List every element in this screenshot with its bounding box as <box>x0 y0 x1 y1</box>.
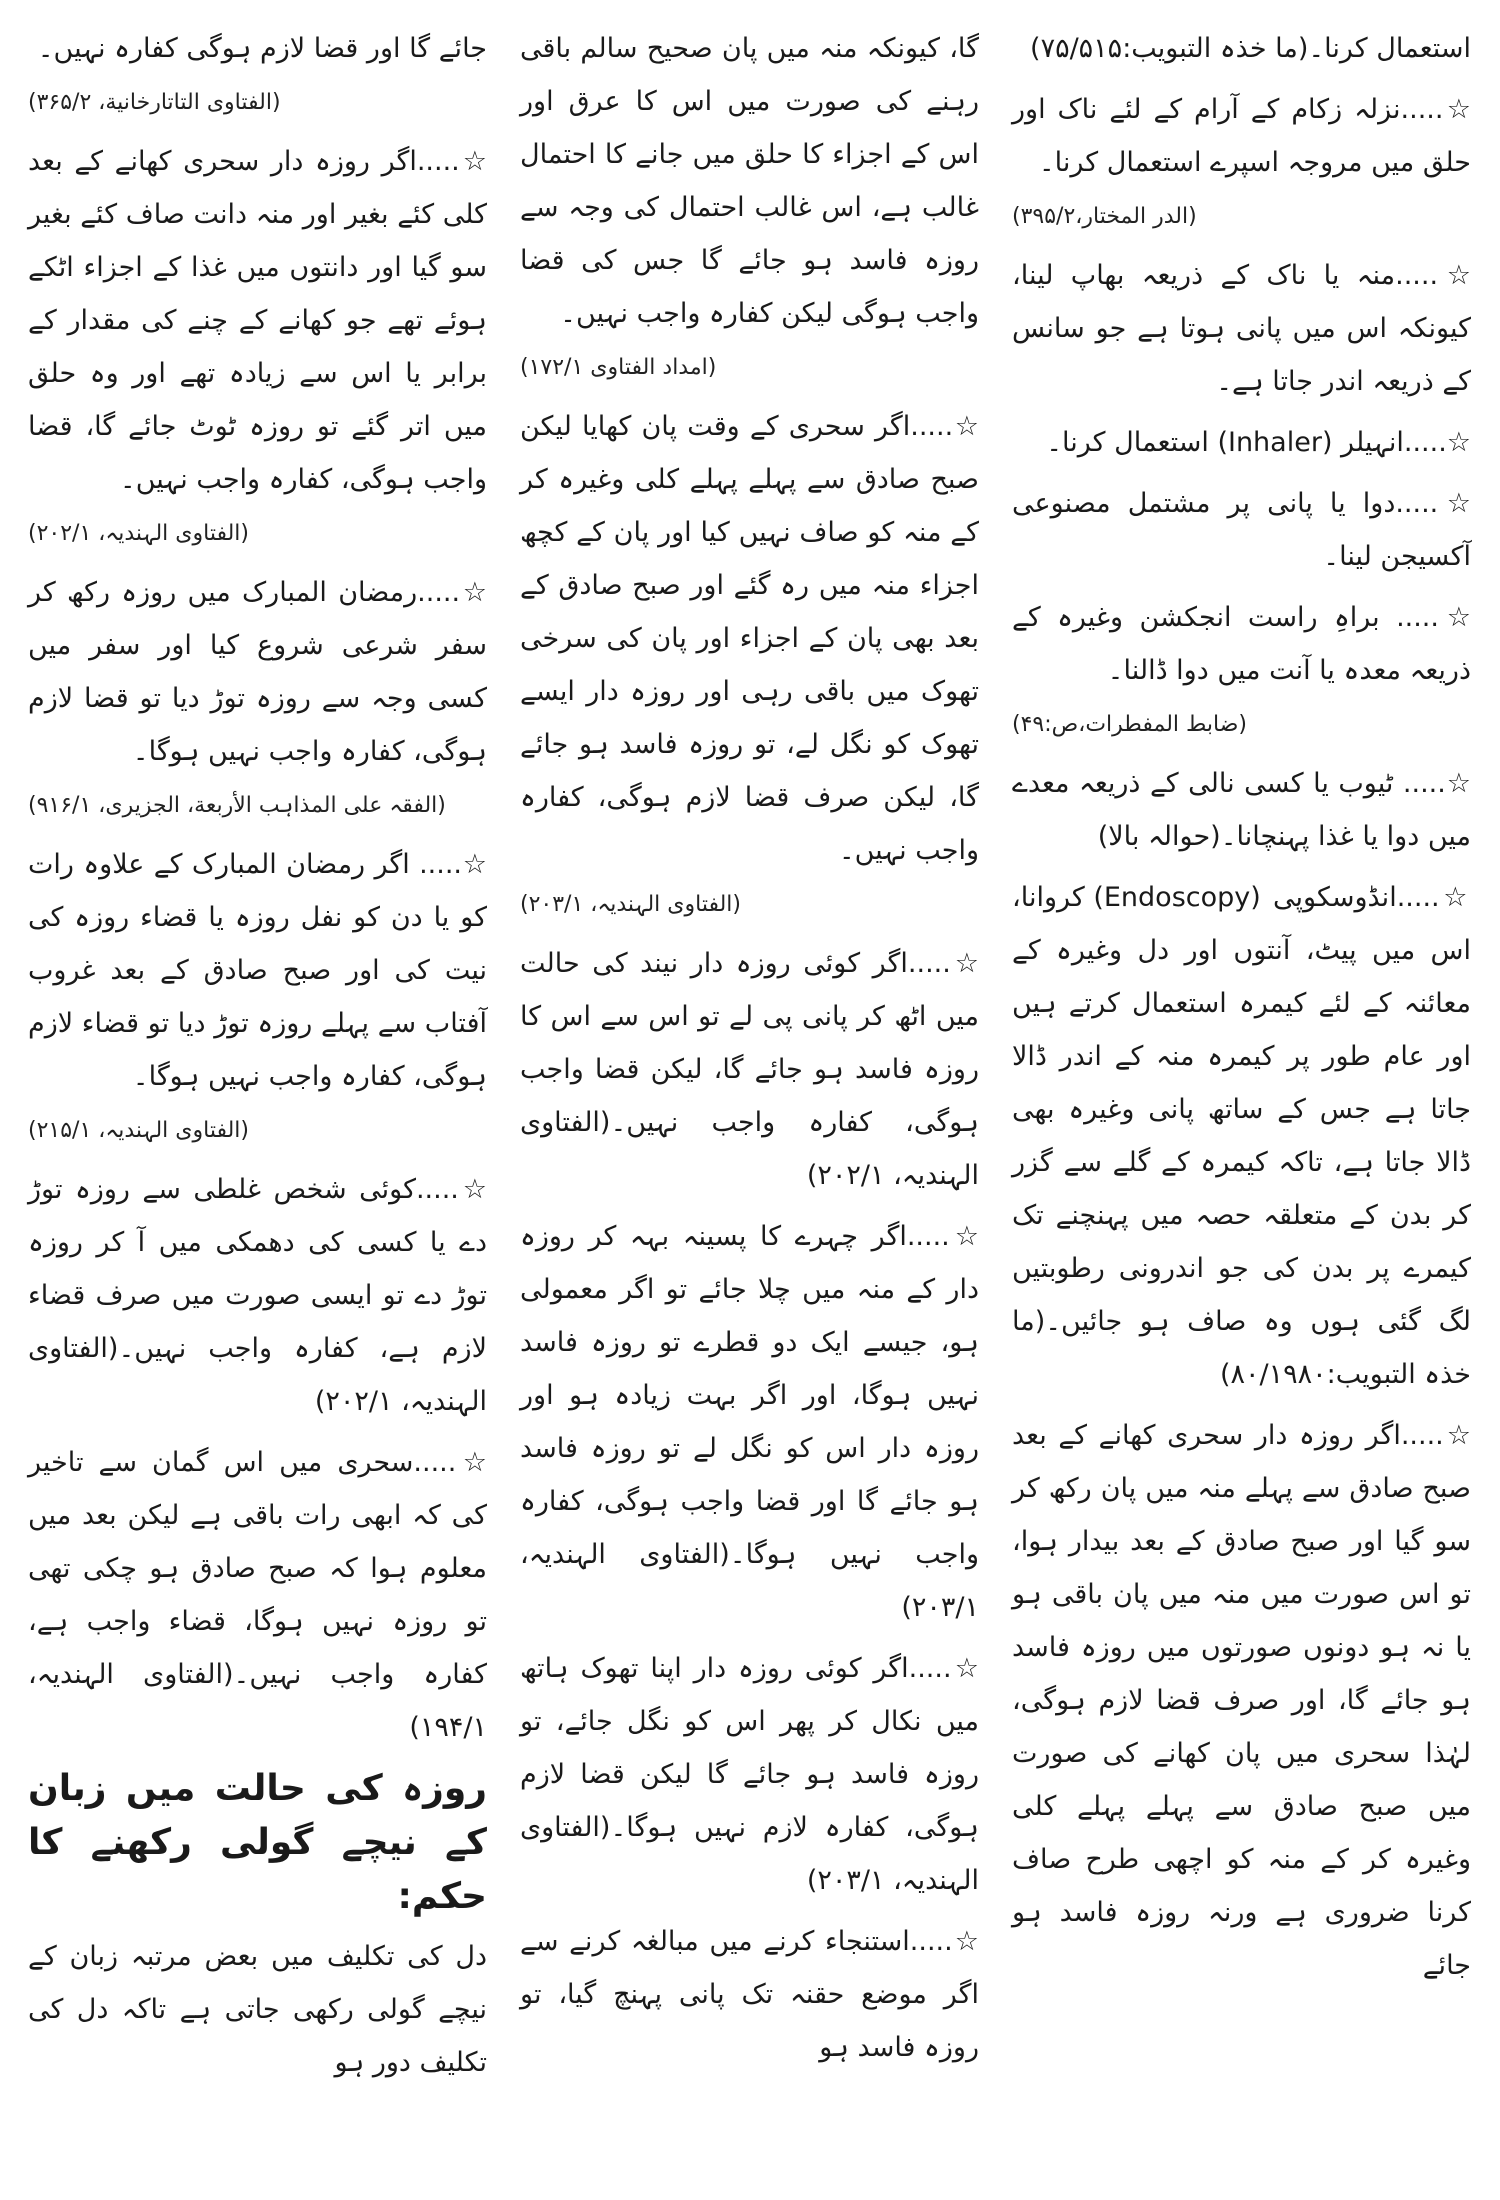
paragraph: ☆.....انڈوسکوپی (Endoscopy) کروانا، اس میں پیٹ، آنتوں اور دل وغیرہ کے معائنہ کے لئے کیمرہ استعمال کرتے ہیں اور عام طور پر کیمرہ منہ کے اندر ڈالا جاتا ہے جس کے ساتھ پانی وغیرہ بھی ڈالا جاتا ہے، تاکہ کیمرہ کے گلے سے گزر کر بدن کے متعلقہ حصہ میں پہنچنے تک کیمرے پر بدن کی جو اندرونی رطوبتیں لگ گئی ہوں وہ صاف ہو جائیں۔(ما خذہ التبویب:۸۰/۱۹۸۰) <box>1012 882 1471 1390</box>
paragraph: ☆.....اگر چہرے کا پسینہ بہہ کر روزہ دار کے منہ میں چلا جائے تو اگر معمولی ہو، جیسے ایک دو قطرے تو روزہ فاسد نہیں ہوگا، اور اگر بہت زیادہ ہو اور روزہ دار اس کو نگل لے تو روزہ فاسد ہو جائے گا اور قضا واجب ہوگی، کفارہ واجب نہیں ہوگا۔(الفتاوی الہندیہ، ۲۰۳/۱) <box>520 1221 979 1623</box>
paragraph: ☆.....رمضان المبارک میں روزہ رکھ کر سفر شرعی شروع کیا اور سفر میں کسی وجہ سے روزہ توڑ دیا تو قضا لازم ہوگی، کفارہ واجب نہیں ہوگا۔ <box>28 577 487 767</box>
column-middle <box>514 22 985 2182</box>
column-right <box>1006 22 1477 2182</box>
citation: (الفتاوی الہندیہ، ۲۰۳/۱) <box>520 892 741 917</box>
citation: (ضابط المفطرات،ص:۴۹) <box>1012 712 1247 737</box>
citation: (الدر المختار،۳۹۵/۲) <box>1012 204 1197 229</box>
paragraph: ☆.....اگر کوئی روزہ دار نیند کی حالت میں اٹھ کر پانی پی لے تو اس سے اس کا روزہ فاسد ہو جائے گا، لیکن قضا واجب ہوگی، کفارہ واجب نہیں۔(الفتاوی الہندیہ، ۲۰۲/۱) <box>520 948 979 1191</box>
citation: (الفتاوی الہندیہ، ۲۱۵/۱) <box>28 1118 249 1143</box>
paragraph: ☆.....نزلہ زکام کے آرام کے لئے ناک اور حلق میں مروجہ اسپرے استعمال کرنا۔ <box>1012 94 1471 178</box>
paragraph: ☆.....اگر روزہ دار سحری کھانے کے بعد صبح صادق سے پہلے منہ میں پان رکھ کر سو گیا اور صبح صادق کے بعد بیدار ہوا، تو اس صورت میں منہ میں پان باقی ہو یا نہ ہو دونوں صورتوں میں روزہ فاسد ہو جائے گا، اور صرف قضا لازم ہوگی، لہٰذا سحری میں پان کھانے کی صورت میں صبح صادق سے پہلے پہلے کلی وغیرہ کر کے منہ کو اچھی طرح صاف کرنا ضروری ہے ورنہ روزہ فاسد ہو جائے <box>1012 1420 1471 1981</box>
paragraph: ☆.....کوئی شخص غلطی سے روزہ توڑ دے یا کسی کی دھمکی میں آ کر روزہ توڑ دے تو ایسی صورت میں صرف قضاء لازم ہے، کفارہ واجب نہیں۔(الفتاوی الہندیہ، ۲۰۲/۱) <box>28 1174 487 1417</box>
paragraph: گا، کیونکہ منہ میں پان صحیح سالم باقی رہنے کی صورت میں اس کا عرق اور اس کے اجزاء کا حلق میں جانے کا احتمال غالب ہے، اس غالب احتمال کی وجہ سے روزہ فاسد ہو جائے گا جس کی قضا واجب ہوگی لیکن کفارہ واجب نہیں۔ <box>520 33 979 329</box>
paragraph: استعمال کرنا۔(ما خذہ التبویب:۷۵/۵۱۵) <box>1030 33 1471 64</box>
paragraph: ☆.....سحری میں اس گمان سے تاخیر کی کہ ابھی رات باقی ہے لیکن بعد میں معلوم ہوا کہ صبح صادق ہو چکی تھی تو روزہ نہیں ہوگا، قضاء واجب ہے، کفارہ واجب نہیں۔(الفتاوی الہندیہ، ۱۹۴/۱) <box>28 1447 487 1743</box>
column-left <box>22 22 493 2182</box>
paragraph: ☆..... اگر رمضان المبارک کے علاوہ رات کو یا دن کو نفل روزہ یا قضاء روزہ کی نیت کی اور صبح صادق کے بعد غروب آفتاب سے پہلے روزہ توڑ دیا تو قضاء لازم ہوگی، کفارہ واجب نہیں ہوگا۔ <box>28 849 487 1092</box>
paragraph: ☆.....اگر روزہ دار سحری کھانے کے بعد کلی کئے بغیر اور منہ دانت صاف کئے بغیر سو گیا اور دانتوں میں غذا کے اجزاء اٹکے ہوئے تھے جو کھانے کے چنے کی مقدار کے برابر یا اس سے زیادہ تھے اور وہ حلق میں اتر گئے تو روزہ ٹوٹ جائے گا، قضا واجب ہوگی، کفارہ واجب نہیں۔ <box>28 146 487 495</box>
citation: (الفتاوی الہندیہ، ۲۰۲/۱) <box>28 521 249 546</box>
section-heading: روزہ کی حالت میں زبان کے نیچے گولی رکھنے کا حکم: <box>28 1768 487 1917</box>
paragraph: دل کی تکلیف میں بعض مرتبہ زبان کے نیچے گولی رکھی جاتی ہے تاکہ دل کی تکلیف دور ہو <box>28 1941 487 2078</box>
page <box>22 22 1478 2182</box>
citation: (الفقہ علی المذاہب الأربعة، الجزیری، ۹۱۶/۱) <box>28 793 446 818</box>
paragraph: ☆..... ٹیوب یا کسی نالی کے ذریعہ معدے میں دوا یا غذا پہنچانا۔(حوالہ بالا) <box>1012 768 1471 852</box>
citation: (الفتاوی التاتارخانیة، ۳۶۵/۲) <box>28 90 281 115</box>
paragraph: جائے گا اور قضا لازم ہوگی کفارہ نہیں۔ <box>37 33 487 64</box>
paragraph: ☆.....منہ یا ناک کے ذریعہ بھاپ لینا، کیونکہ اس میں پانی ہوتا ہے جو سانس کے ذریعہ اندر جاتا ہے۔ <box>1012 260 1471 397</box>
paragraph: ☆..... براہِ راست انجکشن وغیرہ کے ذریعہ معدہ یا آنت میں دوا ڈالنا۔ <box>1012 602 1471 686</box>
paragraph: ☆.....انہیلر (Inhaler) استعمال کرنا۔ <box>1046 427 1471 458</box>
paragraph: ☆.....دوا یا پانی پر مشتمل مصنوعی آکسیجن لینا۔ <box>1012 488 1471 572</box>
paragraph: ☆.....استنجاء کرنے میں مبالغہ کرنے سے اگر موضع حقنہ تک پانی پہنچ گیا، تو روزہ فاسد ہو <box>520 1926 979 2063</box>
paragraph: ☆.....اگر کوئی روزہ دار اپنا تھوک ہاتھ میں نکال کر پھر اس کو نگل جائے، تو روزہ فاسد ہو جائے گا لیکن قضا لازم ہوگی، کفارہ لازم نہیں ہوگا۔(الفتاوی الہندیہ، ۲۰۳/۱) <box>520 1653 979 1896</box>
paragraph: ☆.....اگر سحری کے وقت پان کھایا لیکن صبح صادق سے پہلے پہلے کلی وغیرہ کر کے منہ کو صاف نہیں کیا اور پان کے کچھ اجزاء منہ میں رہ گئے اور صبح صادق کے بعد بھی پان کے اجزاء اور پان کی سرخی تھوک میں باقی رہی اور روزہ دار ایسے تھوک کو نگل لے، تو روزہ فاسد ہو جائے گا، لیکن صرف قضا لازم ہوگی، کفارہ واجب نہیں۔ <box>520 411 979 866</box>
citation: (امداد الفتاوی ۱۷۲/۱) <box>520 355 717 380</box>
